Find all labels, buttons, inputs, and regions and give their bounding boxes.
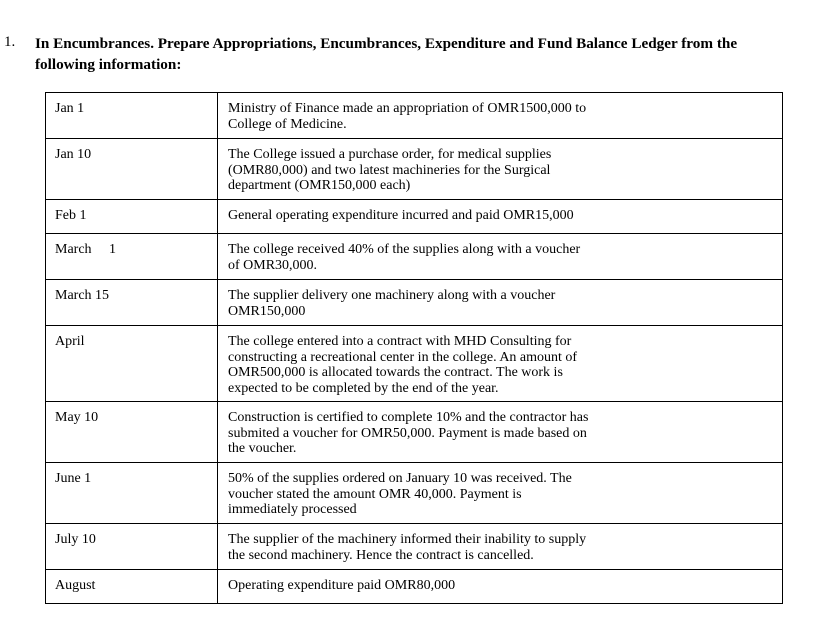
- row-description: Construction is certified to complete 10% and the contractor has submited a voucher for OMR50,000. Payment is made based on the voucher.: [218, 402, 783, 463]
- question-heading: In Encumbrances. Prepare Appropriations, Encumbrances, Expenditure and Fund Balance Ledger from the following information:: [35, 35, 738, 73]
- row-date: August: [46, 570, 218, 604]
- question-number: 1.: [4, 34, 16, 50]
- row-date: June 1: [46, 463, 218, 524]
- table-row: [46, 326, 783, 402]
- table-row: [46, 200, 783, 234]
- table-row: [46, 524, 783, 570]
- row-date: March 1: [46, 234, 218, 280]
- table-row: [46, 463, 783, 524]
- row-date: May 10: [46, 402, 218, 463]
- row-date: July 10: [46, 524, 218, 570]
- row-date: Jan 1: [46, 93, 218, 139]
- row-description: Operating expenditure paid OMR80,000: [218, 570, 783, 604]
- row-description: The supplier delivery one machinery along with a voucher OMR150,000: [218, 280, 783, 326]
- row-date: March 15: [46, 280, 218, 326]
- row-description: Ministry of Finance made an appropriation of OMR1500,000 to College of Medicine.: [218, 93, 783, 139]
- row-description: The college entered into a contract with MHD Consulting for constructing a recreational center in the college. An amount of OMR500,000 is allocated towards the contract. The work is expected to be completed by the end of the year.: [218, 326, 783, 402]
- table-row: [46, 570, 783, 604]
- row-description: General operating expenditure incurred and paid OMR15,000: [218, 200, 783, 234]
- table-row: [46, 280, 783, 326]
- row-description: The supplier of the machinery informed their inability to supply the second machinery. Hence the contract is cancelled.: [218, 524, 783, 570]
- table-row: [46, 402, 783, 463]
- row-date: Jan 10: [46, 139, 218, 200]
- row-description: The college received 40% of the supplies along with a voucher of OMR30,000.: [218, 234, 783, 280]
- transactions-table: [45, 92, 783, 604]
- table-row: [46, 139, 783, 200]
- row-description: 50% of the supplies ordered on January 10 was received. The voucher stated the amount OMR 40,000. Payment is immediately processed: [218, 463, 783, 524]
- table-row: [46, 93, 783, 139]
- row-date: April: [46, 326, 218, 402]
- row-description: The College issued a purchase order, for medical supplies (OMR80,000) and two latest machineries for the Surgical department (OMR150,000 each): [218, 139, 783, 200]
- table-row: [46, 234, 783, 280]
- row-date: Feb 1: [46, 200, 218, 234]
